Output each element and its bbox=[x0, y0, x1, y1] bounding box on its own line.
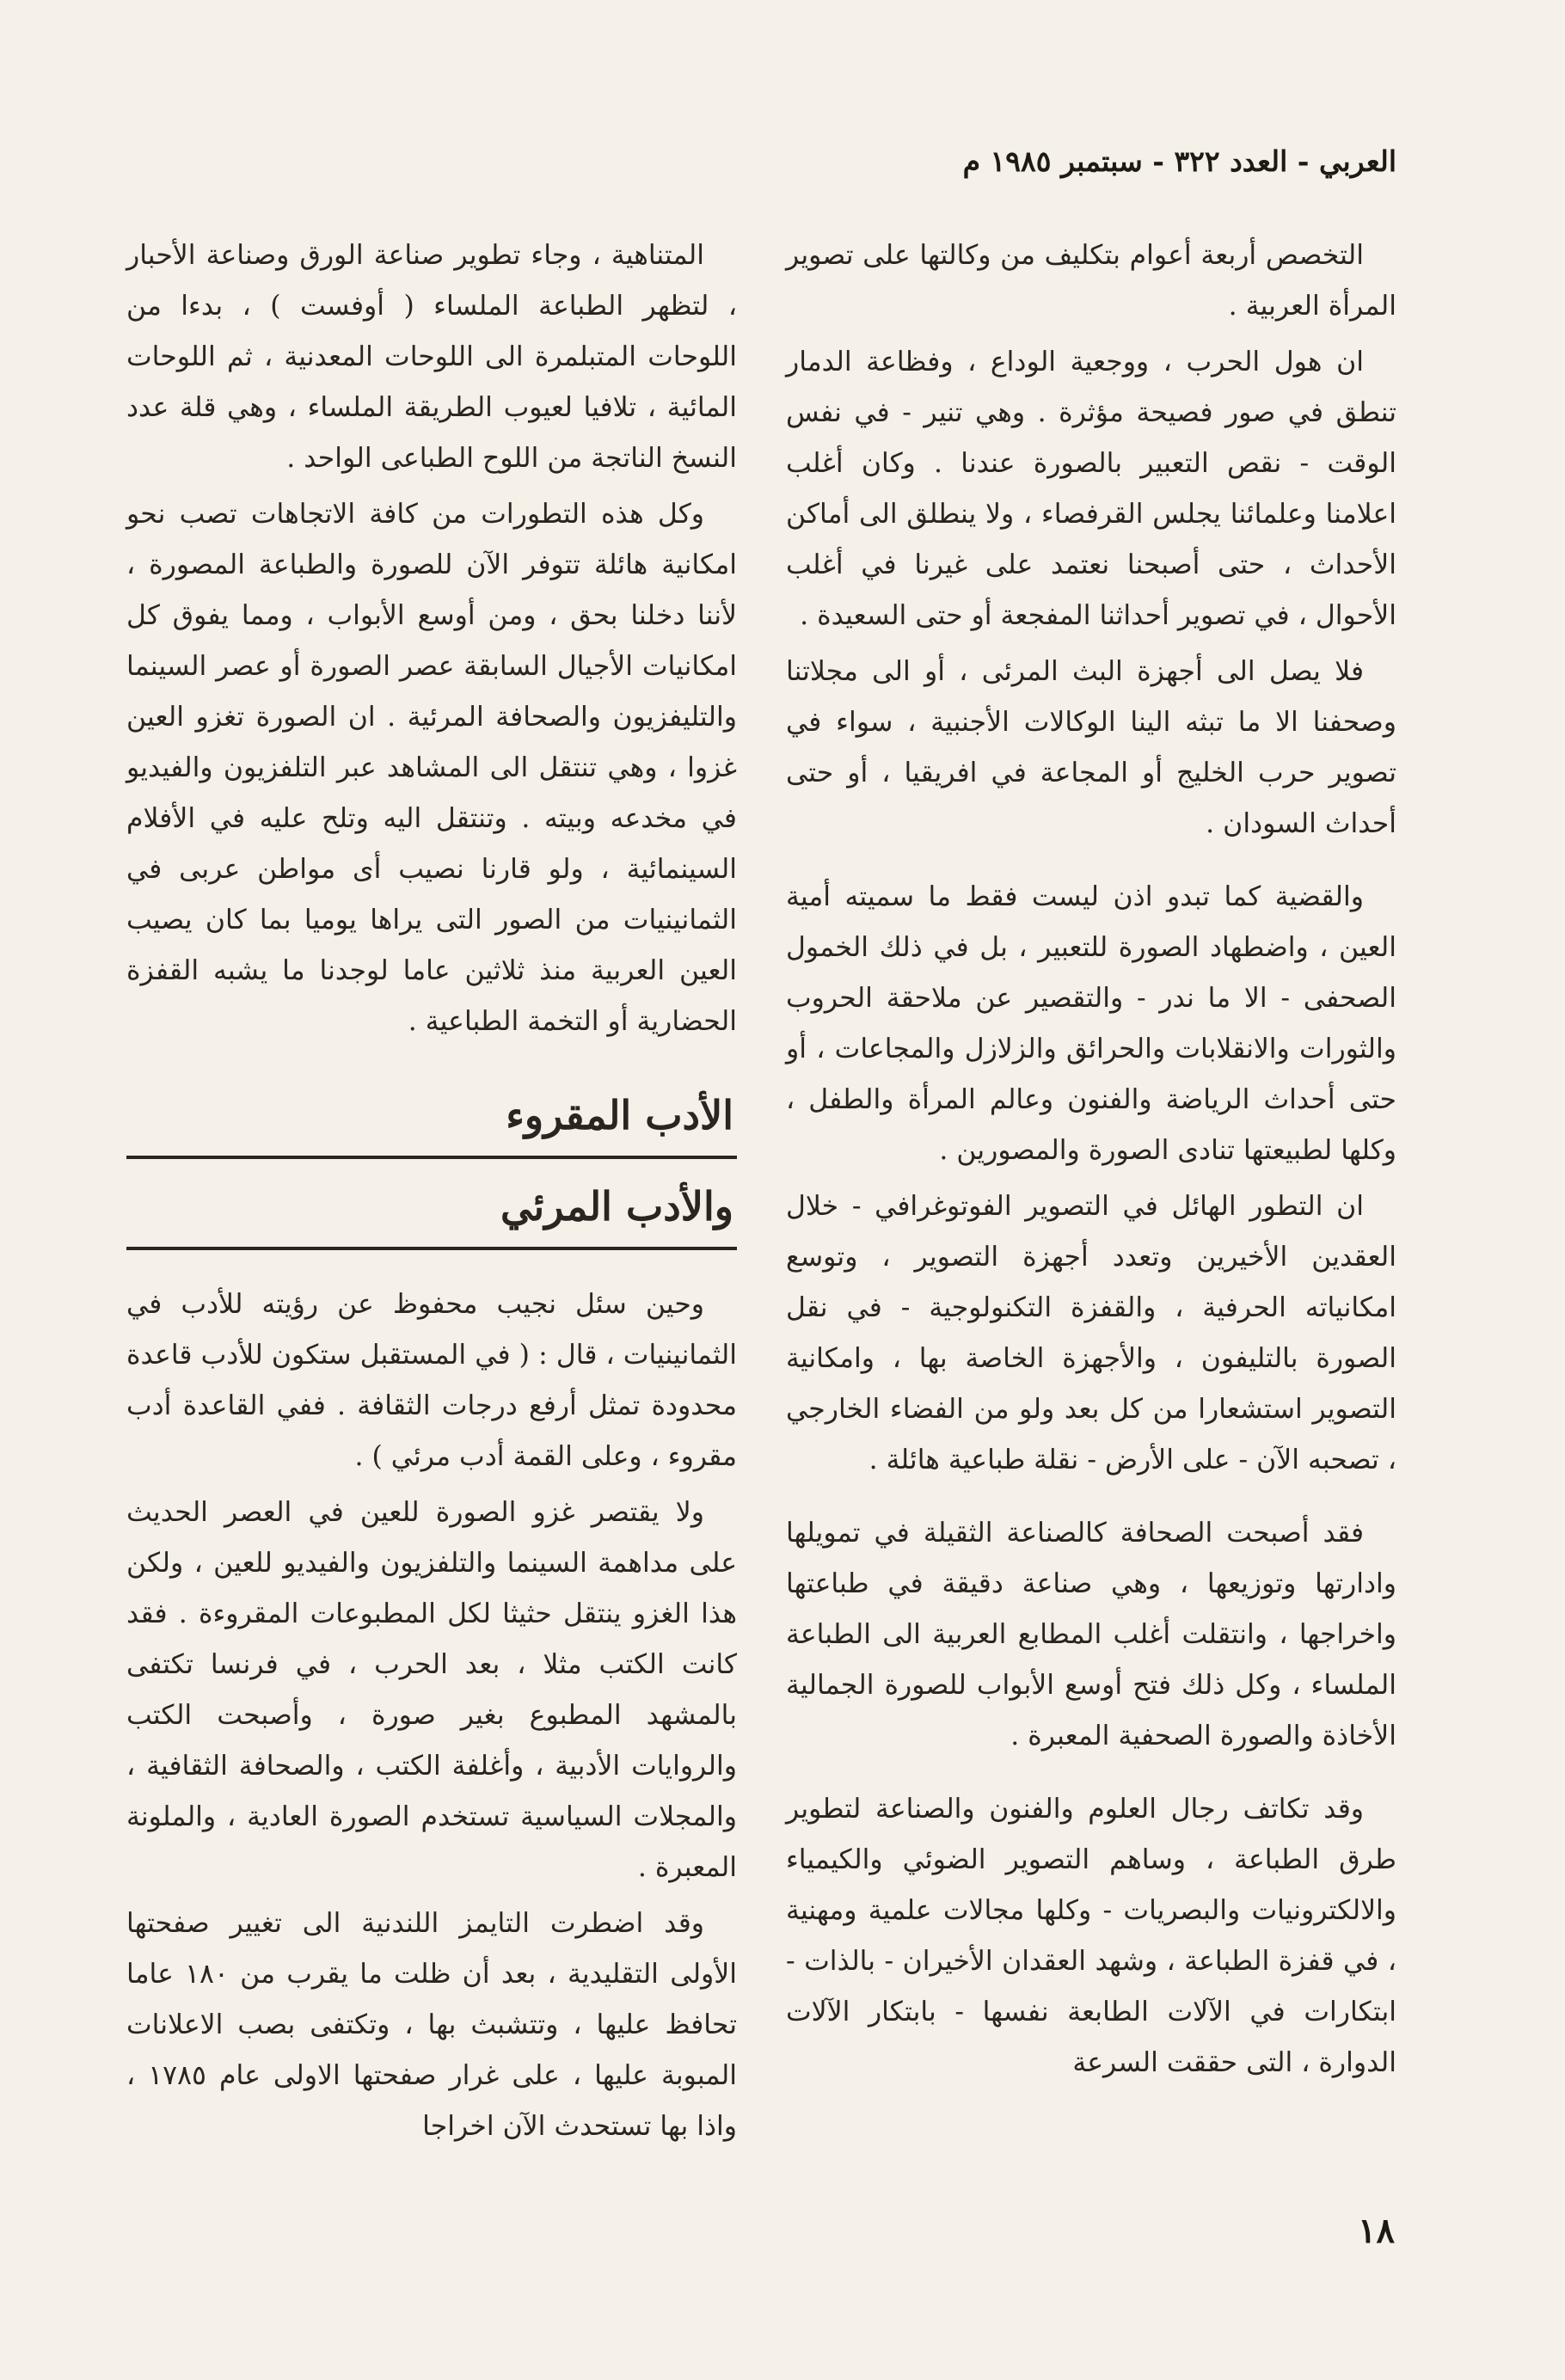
paragraph: وكل هذه التطورات من كافة الاتجاهات تصب نحو امكانية هائلة تتوفر الآن للصورة والطباعة المصورة ، لأننا دخلنا بحق ، ومن أوسع الأبواب ، ومما يفوق كل امكانيات الأجيال السابقة عصر الصورة أو عصر السينما والتليفزيون والصحافة المرئية . ان الصورة تغزو العين غزوا ، وهي تنتقل الى المشاهد عبر التلفزيون والفيديو في مخدعه وبيته . وتنتقل اليه وتلح عليه في الأفلام السينمائية ، ولو قارنا نصيب أى مواطن عربى في الثمانينيات من الصور التى يراها يوميا بما كان يصيب العين العربية منذ ثلاثين عاما لوجدنا ما يشبه القفزة الحضارية أو التخمة الطباعية . bbox=[126, 499, 737, 1037]
paragraph: ان التطور الهائل في التصوير الفوتوغرافي - خلال العقدين الأخيرين وتعدد أجهزة التصوير ، وتوسع امكانياته الحرفية ، والقفزة التكنولوجية - في نقل الصورة بالتليفون ، والأجهزة الخاصة بها ، وامكانية التصوير استشعارا من كل بعد ولو من الفضاء الخارجي ، تصحبه الآن - على الأرض - نقلة طباعية هائلة . bbox=[786, 1191, 1396, 1475]
running-header: العربي - العدد ٣٢٢ - سبتمبر ١٩٨٥ م bbox=[962, 144, 1396, 178]
section-heading bbox=[126, 1087, 737, 1250]
section-heading-line-1: الأدب المقروء bbox=[126, 1087, 737, 1159]
paragraph: التخصص أربعة أعوام بتكليف من وكالتها على تصوير المرأة العربية . bbox=[786, 240, 1396, 322]
paragraph: والقضية كما تبدو اذن ليست فقط ما سميته أمية العين ، واضطهاد الصورة للتعبير ، بل في ذلك الخمول الصحفى - الا ما ندر - والتقصير عن ملاحقة الحروب والثورات والانقلابات والحرائق والزلازل والمجاعات ، أو حتى أحداث الرياضة والفنون وعالم المرأة والطفل ، وكلها لطبيعتها تنادى الصورة والمصورين . bbox=[786, 881, 1396, 1166]
left-column bbox=[126, 230, 737, 2157]
section-heading-line-2: والأدب المرئي bbox=[126, 1178, 737, 1250]
page-number: ١٨ bbox=[1358, 2211, 1395, 2251]
paragraph: فلا يصل الى أجهزة البث المرئى ، أو الى مجلاتنا وصحفنا الا ما تبثه الينا الوكالات الأجنبية ، سواء في تصوير حرب الخليج أو المجاعة في افريقيا ، أو حتى أحداث السودان . bbox=[786, 656, 1396, 839]
paragraph: المتناهية ، وجاء تطوير صناعة الورق وصناعة الأحبار ، لتظهر الطباعة الملساء ( أوفست ) ، بدءا من اللوحات المتبلمرة الى اللوحات المعدنية ، ثم اللوحات المائية ، تلافيا لعيوب الطريقة الملساء ، وهي قلة عدد النسخ الناتجة من اللوح الطباعى الواحد . bbox=[126, 240, 737, 474]
right-column bbox=[786, 230, 1396, 2094]
paragraph: وقد تكاتف رجال العلوم والفنون والصناعة لتطوير طرق الطباعة ، وساهم التصوير الضوئي والكيمياء والالكترونيات والبصريات - وكلها مجالات علمية ومهنية ، في قفزة الطباعة ، وشهد العقدان الأخيران - بالذات - ابتكارات في الآلات الطابعة نفسها - بابتكار الآلات الدوارة ، التى حققت السرعة bbox=[786, 1794, 1396, 2078]
paragraph: ولا يقتصر غزو الصورة للعين في العصر الحديث على مداهمة السينما والتلفزيون والفيديو للعين ، ولكن هذا الغزو ينتقل حثيثا لكل المطبوعات المقروءة . فقد كانت الكتب مثلا ، بعد الحرب ، في فرنسا تكتفى بالمشهد المطبوع بغير صورة ، وأصبحت الكتب والروايات الأدبية ، وأغلفة الكتب ، والصحافة الثقافية ، والمجلات السياسية تستخدم الصورة العادية ، والملونة المعبرة . bbox=[126, 1497, 737, 1883]
paragraph: وقد اضطرت التايمز اللندنية الى تغيير صفحتها الأولى التقليدية ، بعد أن ظلت ما يقرب من ١٨٠ عاما تحافظ عليها ، وتتشبث بها ، وتكتفى بصب الاعلانات المبوبة عليها ، على غرار صفحتها الاولى عام ١٧٨٥ ، واذا بها تستحدث الآن اخراجا bbox=[126, 1908, 737, 2142]
paragraph: فقد أصبحت الصحافة كالصناعة الثقيلة في تمويلها وادارتها وتوزيعها ، وهي صناعة دقيقة في طباعتها واخراجها ، وانتقلت أغلب المطابع العربية الى الطباعة الملساء ، وكل ذلك فتح أوسع الأبواب للصورة الجمالية الأخاذة والصورة الصحفية المعبرة . bbox=[786, 1518, 1396, 1751]
paragraph: ان هول الحرب ، ووجعية الوداع ، وفظاعة الدمار تنطق في صور فصيحة مؤثرة . وهي تنير - في نفس الوقت - نقص التعبير بالصورة عندنا . وكان أغلب اعلامنا وعلمائنا يجلس القرفصاء ، ولا ينطلق الى أماكن الأحداث ، حتى أصبحنا نعتمد على غيرنا في أغلب الأحوال ، في تصوير أحداثنا المفجعة أو حتى السعيدة . bbox=[786, 347, 1396, 631]
paragraph: وحين سئل نجيب محفوظ عن رؤيته للأدب في الثمانينيات ، قال : ( في المستقبل ستكون للأدب قاعدة محدودة تمثل أرفع درجات الثقافة . ففي القاعدة أدب مقروء ، وعلى القمة أدب مرئي ) . bbox=[126, 1289, 737, 1472]
